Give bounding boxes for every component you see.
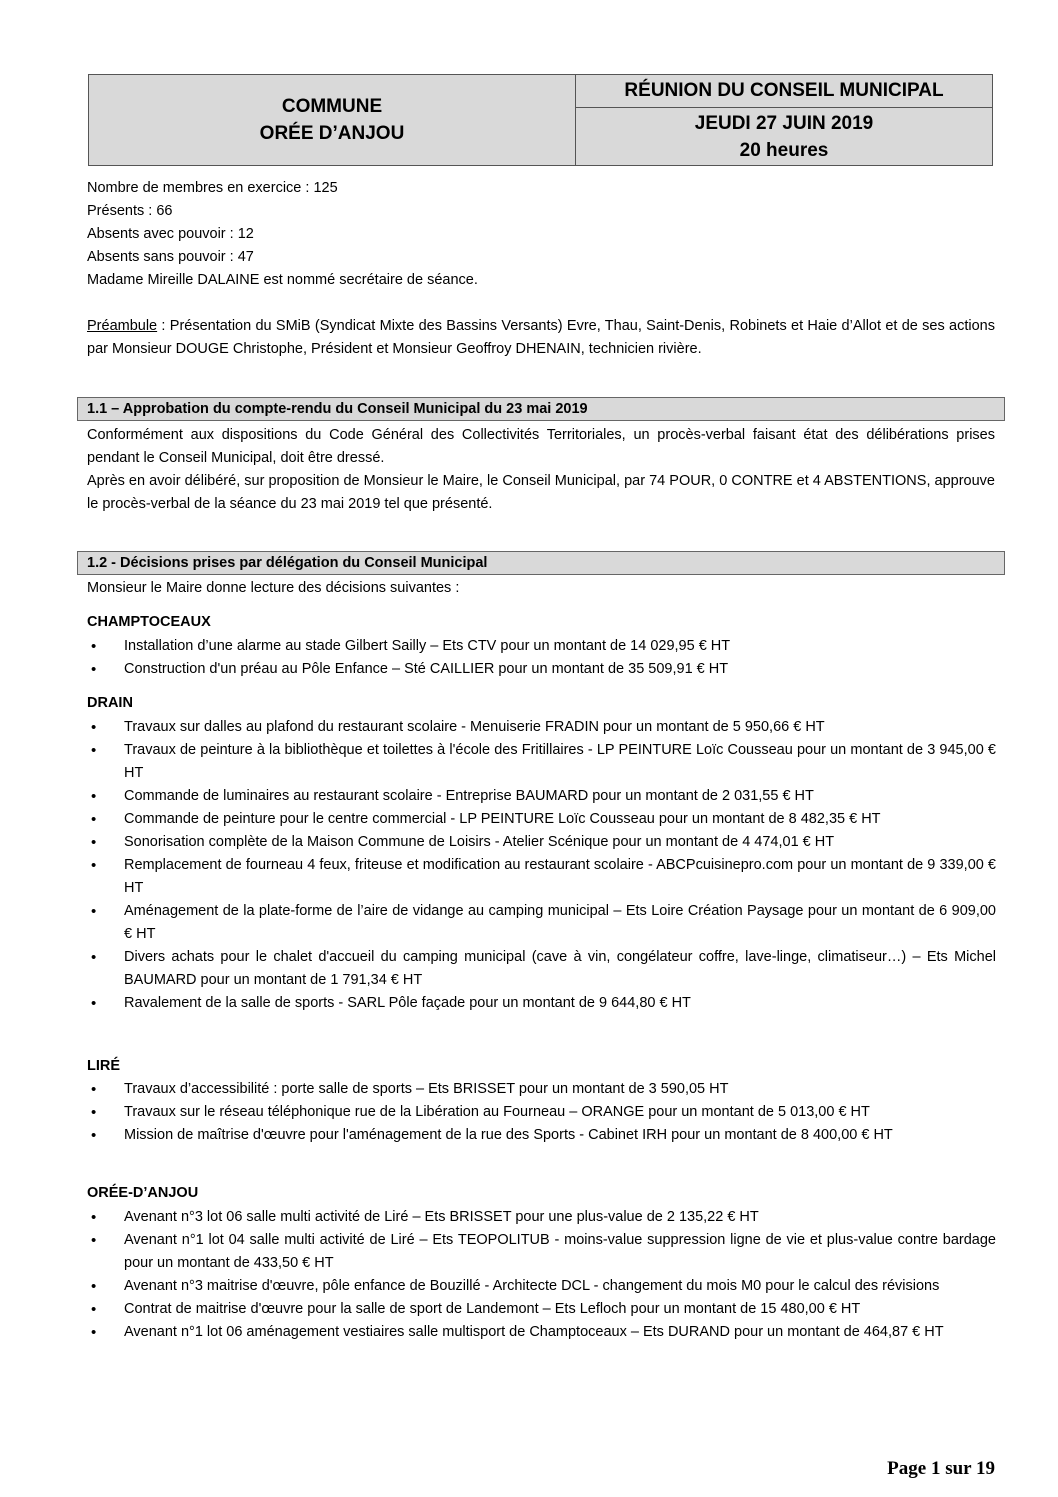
present-label: Présents : [87, 203, 157, 219]
members-label: Nombre de membres en exercice : [87, 180, 314, 196]
list-item: • Mission de maîtrise d'œuvre pour l'aménagement de la rue des Sports - Cabinet IRH pour un montant de 8 400,00 € HT [0, 1124, 996, 1147]
meeting-title: RÉUNION DU CONSEIL MUNICIPAL [576, 75, 992, 108]
list-item: • Commande de luminaires au restaurant scolaire - Entreprise BAUMARD pour un montant de 2 031,55 € HT [0, 785, 996, 808]
category-champtoceaux: CHAMPTOCEAUX [87, 614, 211, 630]
list-champtoceaux [0, 635, 1000, 681]
commune-label: COMMUNE [281, 96, 383, 117]
list-item: • Installation d’une alarme au stade Gilbert Sailly – Ets CTV pour un montant de 14 029,95 € HT [0, 635, 996, 658]
list-item: • Avenant n°3 lot 06 salle multi activité de Liré – Ets BRISSET pour une plus-value de 2 135,22 € HT [0, 1206, 996, 1229]
section-1-1-title: 1.1 – Approbation du compte-rendu du Conseil Municipal du 23 mai 2019 [77, 397, 1005, 421]
category-oree-d-anjou: ORÉE-D’ANJOU [87, 1185, 199, 1201]
members-line [87, 177, 995, 200]
meeting-time: 20 heures [739, 139, 829, 161]
absent-noproxy-label: Absents sans pouvoir : [87, 249, 238, 265]
list-item: • Construction d'un préau au Pôle Enfance – Sté CAILLIER pour un montant de 35 509,91 € HT [0, 658, 996, 681]
list-item: • Avenant n°3 maitrise d'œuvre, pôle enfance de Bouzillé - Architecte DCL - changement du mois M0 pour le calcul des révisions [0, 1275, 996, 1298]
meeting-datetime-cell [576, 108, 992, 165]
absent-proxy-line [87, 223, 995, 246]
section-1-2-intro: Monsieur le Maire donne lecture des décisions suivantes : [87, 580, 460, 596]
list-drain [0, 716, 1000, 1015]
list-item: • Travaux sur dalles au plafond du restaurant scolaire - Menuiserie FRADIN pour un montant de 5 950,66 € HT [0, 716, 996, 739]
list-lire [0, 1078, 1000, 1147]
meeting-date: JEUDI 27 JUIN 2019 [694, 112, 874, 134]
section-1-1-para-1: Conformément aux dispositions du Code Général des Collectivités Territoriales, un procès-verbal faisant état des délibérations prises pendant le Conseil Municipal, doit être dressé. [87, 427, 995, 466]
list-item: • Contrat de maitrise d'œuvre pour la salle de sport de Landemont – Ets Lefloch pour un montant de 15 480,00 € HT [0, 1298, 996, 1321]
category-drain: DRAIN [87, 695, 133, 711]
list-item: • Avenant n°1 lot 04 salle multi activité de Liré – Ets TEOPOLITUB - moins-value suppression ligne de vie et plus-value contre bardage pour un montant de 433,50 € HT [0, 1229, 996, 1275]
list-item: • Sonorisation complète de la Maison Commune de Loisirs - Atelier Scénique pour un montant de 4 474,01 € HT [0, 831, 996, 854]
members-value: 125 [313, 180, 338, 196]
commune-name: ORÉE D’ANJOU [259, 123, 405, 144]
commune-cell [89, 75, 576, 165]
list-item: • Avenant n°1 lot 06 aménagement vestiaires salle multisport de Champtoceaux – Ets DURAND pour un montant de 464,87 € HT [0, 1321, 996, 1344]
list-item: • Divers achats pour le chalet d'accueil du camping municipal (cave à vin, congélateur coffre, lave-linge, climatiseur…) – Ets Michel BAUMARD pour un montant de 1 791,34 € HT [0, 946, 996, 992]
absent-noproxy-line [87, 246, 995, 269]
category-lire: LIRÉ [87, 1058, 121, 1074]
list-item: • Travaux de peinture à la bibliothèque et toilettes à l'école des Fritillaires - LP PEINTURE Loïc Cousseau pour un montant de 3 945,00 € HT [0, 739, 996, 785]
absent-proxy-label: Absents avec pouvoir : [87, 226, 238, 242]
list-item: • Travaux sur le réseau téléphonique rue de la Libération au Fourneau – ORANGE pour un montant de 5 013,00 € HT [0, 1101, 996, 1124]
preamble-label: Préambule [87, 318, 158, 334]
preamble-text: : Présentation du SMiB (Syndicat Mixte des Bassins Versants) Evre, Thau, Saint-Denis, Robinets et Haie d’Allot et de ses actions par Monsieur DOUGE Christophe, Président et Monsieur Geoffroy DHENAIN, technicien rivière. [87, 318, 995, 357]
list-item: • Travaux d’accessibilité : porte salle de sports – Ets BRISSET pour un montant de 3 590,05 HT [0, 1078, 996, 1101]
absent-proxy-value: 12 [237, 226, 254, 242]
section-1-2-title: 1.2 - Décisions prises par délégation du Conseil Municipal [77, 551, 1005, 575]
preamble-paragraph [87, 315, 995, 361]
secretary-line: Madame Mireille DALAINE est nommé secrétaire de séance. [87, 272, 478, 288]
list-item: • Aménagement de la plate-forme de l’aire de vidange au camping municipal – Ets Loire Création Paysage pour un montant de 6 909,00 € HT [0, 900, 996, 946]
list-item: • Remplacement de fourneau 4 feux, friteuse et modification au restaurant scolaire - ABCPcuisinepro.com pour un montant de 9 339,00 € HT [0, 854, 996, 900]
attendance-block [87, 177, 995, 292]
absent-noproxy-value: 47 [237, 249, 254, 265]
present-line [87, 200, 995, 223]
list-oree-d-anjou [0, 1206, 1000, 1344]
section-1-1-para-2: Après en avoir délibéré, sur proposition de Monsieur le Maire, le Conseil Municipal, par 74 POUR, 0 CONTRE et 4 ABSTENTIONS, approuve le procès-verbal de la séance du 23 mai 2019 tel que présenté. [87, 473, 995, 512]
list-item: • Commande de peinture pour le centre commercial - LP PEINTURE Loïc Cousseau pour un montant de 8 482,35 € HT [0, 808, 996, 831]
page-number: Page 1 sur 19 [887, 1458, 995, 1479]
present-value: 66 [156, 203, 173, 219]
list-item: • Ravalement de la salle de sports - SARL Pôle façade pour un montant de 9 644,80 € HT [0, 992, 996, 1015]
header-table [88, 74, 993, 166]
